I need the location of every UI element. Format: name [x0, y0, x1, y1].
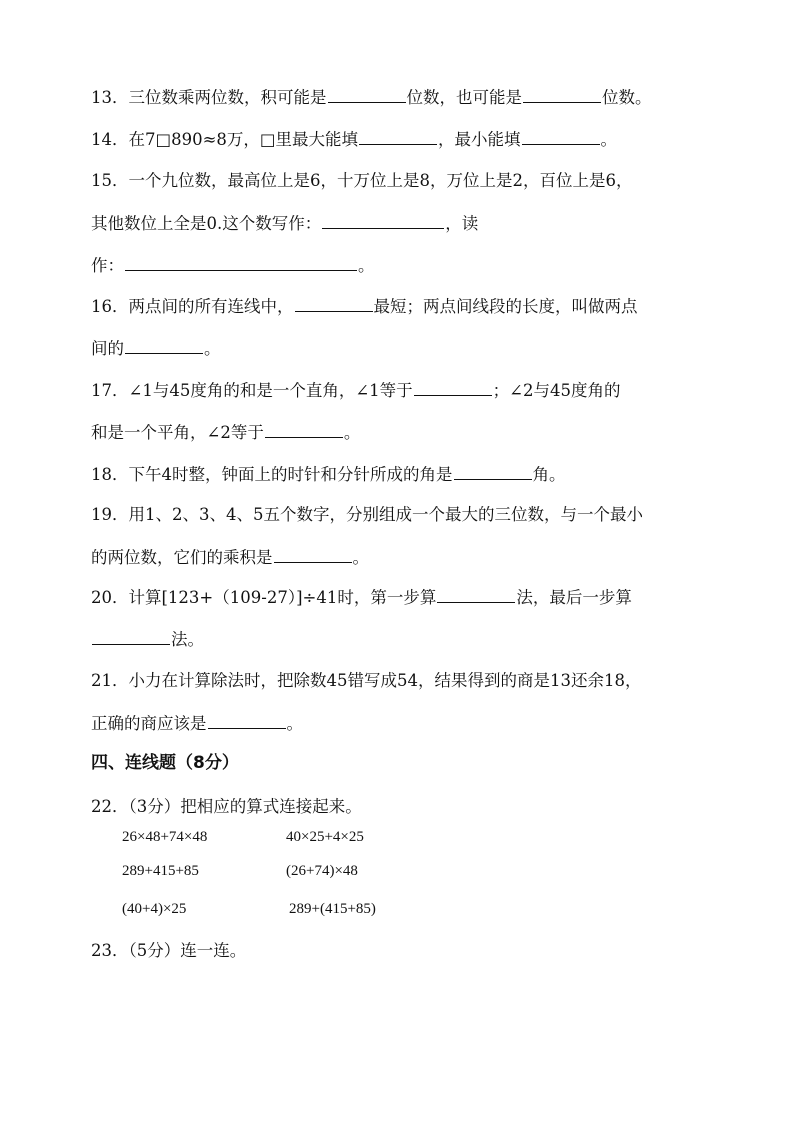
question-18 — [91, 463, 566, 486]
q22-text: 22．（3分）把相应的算式连接起来。 — [91, 797, 362, 816]
q13-text-c: 位数。 — [602, 88, 652, 107]
q15-text-l3a: 作： — [91, 256, 124, 275]
q21-text-l1: 21．小力在计算除法时，把除数45错写成54，结果得到的商是13还余18， — [91, 671, 642, 690]
q17-text-l1b: ；∠2与45度角的 — [492, 381, 621, 400]
q17-text-l2a: 和是一个平角，∠2等于 — [91, 423, 264, 442]
section-heading: 四、连线题（8分） — [91, 753, 239, 773]
q20-text-l1a: 20．计算[123+（109-27）]÷41时，第一步算 — [91, 588, 437, 607]
question-19-line1 — [91, 504, 643, 526]
question-21-line2 — [91, 712, 303, 735]
question-13 — [91, 86, 652, 109]
answer-blank[interactable] — [322, 212, 444, 229]
question-23 — [91, 940, 246, 962]
q15-text-l3b: 。 — [358, 256, 375, 275]
q15-text-l1: 15．一个九位数，最高位上是6，十万位上是8，万位上是2，百位上是6， — [91, 171, 633, 190]
q20-text-l2b: 法。 — [171, 630, 204, 649]
q20-text-l1b: 法，最后一步算 — [516, 588, 632, 607]
answer-blank[interactable] — [265, 421, 343, 438]
left-expression[interactable]: 26×48+74×48 — [122, 829, 208, 845]
q14-text-b: ，最小能填 — [438, 130, 521, 149]
q15-text-l2b: ，读 — [445, 214, 479, 233]
q16-text-l1b: 最短；两点间线段的长度，叫做两点 — [373, 297, 638, 316]
answer-blank[interactable] — [125, 254, 357, 271]
q13-text-b: 位数，也可能是 — [406, 88, 522, 107]
question-20-line1 — [91, 586, 632, 609]
answer-blank[interactable] — [523, 86, 601, 103]
question-15-line3 — [91, 254, 375, 277]
q17-text-l1a: 17．∠1与45度角的和是一个直角，∠1等于 — [91, 381, 413, 400]
q18-text-b: 角。 — [532, 465, 566, 484]
answer-blank[interactable] — [295, 295, 373, 312]
left-expression[interactable]: 289+415+85 — [122, 863, 199, 879]
right-expression[interactable]: 289+(415+85) — [289, 901, 376, 917]
q16-text-l1a: 16．两点间的所有连线中， — [91, 297, 294, 316]
right-expression[interactable]: (26+74)×48 — [286, 863, 358, 879]
question-17-line1 — [91, 379, 620, 402]
q17-text-l2b: 。 — [343, 423, 361, 442]
answer-blank[interactable] — [274, 546, 352, 563]
q16-text-l2a: 间的 — [91, 339, 124, 358]
q19-text-l1: 19．用1、2、3、4、5五个数字，分别组成一个最大的三位数，与一个最小 — [91, 505, 643, 524]
answer-blank[interactable] — [414, 379, 492, 396]
question-17-line2 — [91, 421, 360, 444]
question-20-line2 — [91, 628, 204, 651]
left-expression[interactable]: (40+4)×25 — [122, 901, 187, 917]
q13-text-a: 13．三位数乘两位数，积可能是 — [91, 88, 327, 107]
q14-text-a: 14．在7□890≈8万，□里最大能填 — [91, 130, 358, 149]
question-14 — [91, 128, 617, 151]
q21-text-l2a: 正确的商应该是 — [91, 714, 207, 733]
q19-text-l2b: 。 — [352, 548, 369, 567]
q21-text-l2b: 。 — [286, 714, 303, 733]
q15-text-l2a: 其他数位上全是0.这个数写作： — [91, 214, 322, 233]
q19-text-l2a: 的两位数，它们的乘积是 — [91, 548, 273, 567]
question-16-line1 — [91, 295, 638, 318]
question-22 — [91, 796, 362, 818]
question-15-line1 — [91, 170, 633, 192]
answer-blank[interactable] — [437, 586, 515, 603]
answer-blank[interactable] — [208, 712, 286, 729]
answer-blank[interactable] — [125, 337, 203, 354]
answer-blank[interactable] — [522, 128, 600, 145]
q16-text-l2b: 。 — [204, 339, 221, 358]
q23-text: 23．（5分）连一连。 — [91, 941, 247, 960]
q18-text-a: 18．下午4时整，钟面上的时针和分针所成的角是 — [91, 465, 453, 484]
question-21-line1 — [91, 670, 641, 692]
answer-blank[interactable] — [328, 86, 406, 103]
answer-blank[interactable] — [454, 463, 532, 480]
answer-blank[interactable] — [92, 628, 170, 645]
right-expression[interactable]: 40×25+4×25 — [286, 829, 364, 845]
question-19-line2 — [91, 546, 369, 569]
answer-blank[interactable] — [359, 128, 437, 145]
question-15-line2 — [91, 212, 478, 235]
question-16-line2 — [91, 337, 221, 360]
q14-text-c: 。 — [600, 130, 617, 149]
